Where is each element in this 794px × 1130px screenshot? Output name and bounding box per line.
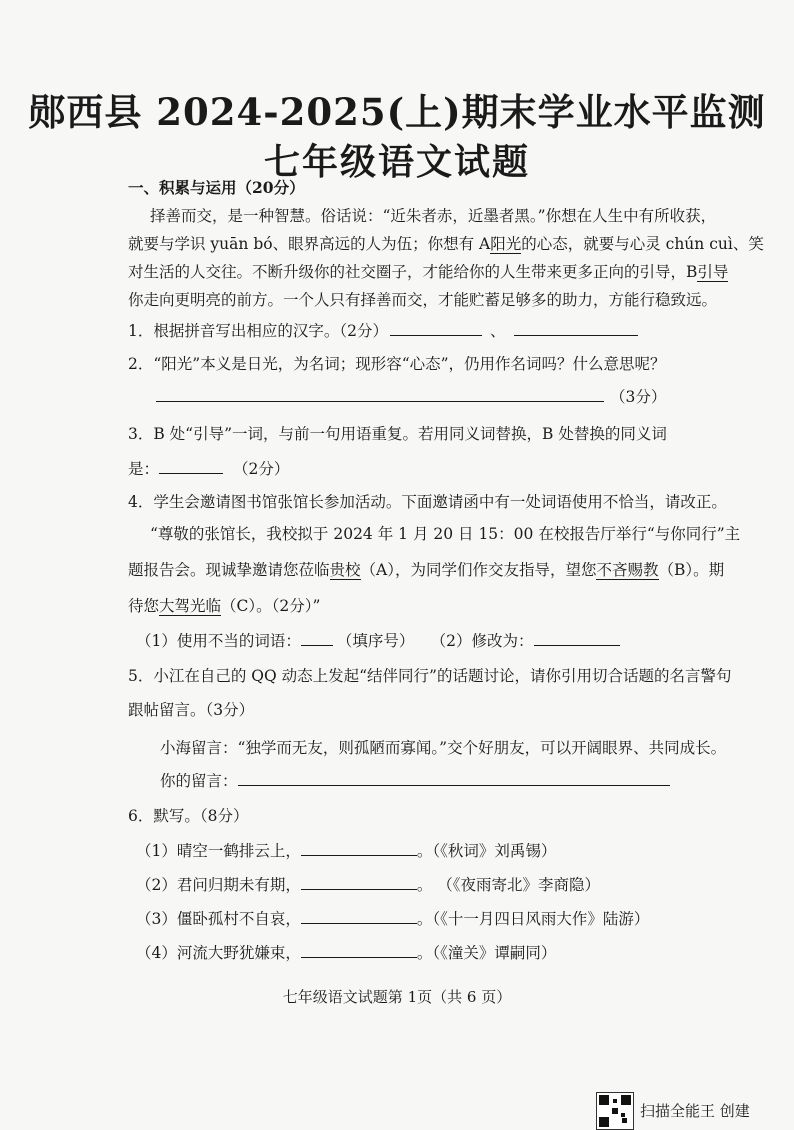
answer-blank-6-3[interactable] bbox=[301, 908, 417, 924]
question-3: 3．B 处“引导”一词，与前一句用语重复。若用同义词替换，B 处替换的同义词 bbox=[128, 425, 667, 443]
invitation-line-1: “尊敬的张馆长，我校拟于 2024 年 1 月 20 日 15：00 在校报告厅举行“与你同行”主 bbox=[150, 525, 741, 543]
page-footer: 七年级语文试题第 1页（共 6 页） bbox=[282, 988, 512, 1006]
qr-code-icon bbox=[596, 1092, 634, 1130]
underlined-word-bu-lin: 不吝赐教 bbox=[596, 561, 659, 579]
answer-blank-4a[interactable] bbox=[301, 630, 333, 646]
question-5-line-2: 跟帖留言。（3分） bbox=[128, 701, 255, 719]
question-2-answer: （3分） bbox=[156, 386, 666, 407]
exam-title: 郧西县 2024-2025(上)期末学业水平监测 bbox=[28, 90, 766, 134]
answer-blank-2[interactable] bbox=[156, 386, 604, 402]
question-6: 6．默写。（8分） bbox=[128, 807, 249, 825]
question-4: 4．学生会邀请图书馆张馆长参加活动。下面邀请函中有一处词语使用不恰当，请改正。 bbox=[128, 493, 727, 511]
passage-line-3: 对生活的人交往。不断升级你的社交圈子，才能给你的人生带来更多正向的引导，B引导 bbox=[128, 263, 729, 281]
invitation-line-3: 待您大驾光临（C）。（2分）” bbox=[128, 597, 321, 615]
question-1: 1．根据拼音写出相应的汉字。（2分） 、 bbox=[128, 320, 638, 341]
recite-item: （1）晴空一鹤排云上， 。（《秋词》刘禹锡） bbox=[136, 842, 557, 860]
question-3-answer: 是： （2分） bbox=[128, 460, 290, 478]
your-message: 你的留言： bbox=[160, 770, 670, 791]
answer-blank-6-1[interactable] bbox=[301, 840, 417, 856]
answer-blank-1a[interactable] bbox=[390, 320, 482, 336]
xiaohai-message: 小海留言：“独学而无友，则孤陋而寡闻。”交个好朋友，可以开阔眼界、共同成长。 bbox=[160, 739, 727, 757]
passage-line-4: 你走向更明亮的前方。一个人只有择善而交，才能贮蓄足够多的助力，方能行稳致远。 bbox=[128, 291, 718, 309]
underlined-word-a: 阳光 bbox=[490, 235, 522, 253]
answer-blank-5[interactable] bbox=[238, 770, 670, 786]
scanner-brand-watermark: 扫描全能王 创建 bbox=[640, 1102, 750, 1120]
question-2: 2．“阳光”本义是日光，为名词；现形容“心态”，仍用作名词吗？什么意思呢？ bbox=[128, 355, 666, 373]
recite-item: （3）僵卧孤村不自哀， 。（《十一月四日风雨大作》陆游） bbox=[136, 910, 650, 928]
underlined-word-da-jia: 大驾光临 bbox=[159, 597, 222, 615]
answer-blank-3[interactable] bbox=[159, 458, 223, 474]
section-heading: 一、积累与运用（20分） bbox=[128, 178, 305, 197]
question-4-subparts: （1）使用不当的词语： （填序号） （2）修改为： bbox=[136, 630, 620, 651]
question-5: 5．小江在自己的 QQ 动态上发起“结伴同行”的话题讨论，请你引用切合话题的名言警句 bbox=[128, 667, 732, 685]
passage-line-1: 择善而交，是一种智慧。俗话说：“近朱者赤，近墨者黑。”你想在人生中有所收获， bbox=[150, 207, 717, 225]
answer-blank-6-2[interactable] bbox=[301, 874, 417, 890]
passage-line-2: 就要与学识 yuān bó、眼界高远的人为伍；你想有 A阳光的心态，就要与心灵 chún cuì、笑 bbox=[128, 235, 764, 253]
recite-item: （4）河流大野犹嫌束， 。（《潼关》谭嗣同） bbox=[136, 944, 557, 962]
answer-blank-6-4[interactable] bbox=[301, 942, 417, 958]
underlined-word-gui-xiao: 贵校 bbox=[329, 561, 361, 579]
invitation-line-2: 题报告会。现诚挚邀请您莅临贵校（A），为同学们作交友指导，望您不吝赐教（B）。期 bbox=[128, 561, 725, 579]
exam-subtitle: 七年级语文试题 bbox=[263, 141, 530, 183]
answer-blank-4b[interactable] bbox=[534, 630, 620, 646]
underlined-word-b: 引导 bbox=[697, 263, 729, 281]
answer-blank-1b[interactable] bbox=[514, 320, 638, 336]
recite-item: （2）君问归期未有期， 。 （《夜雨寄北》李商隐） bbox=[136, 876, 601, 894]
